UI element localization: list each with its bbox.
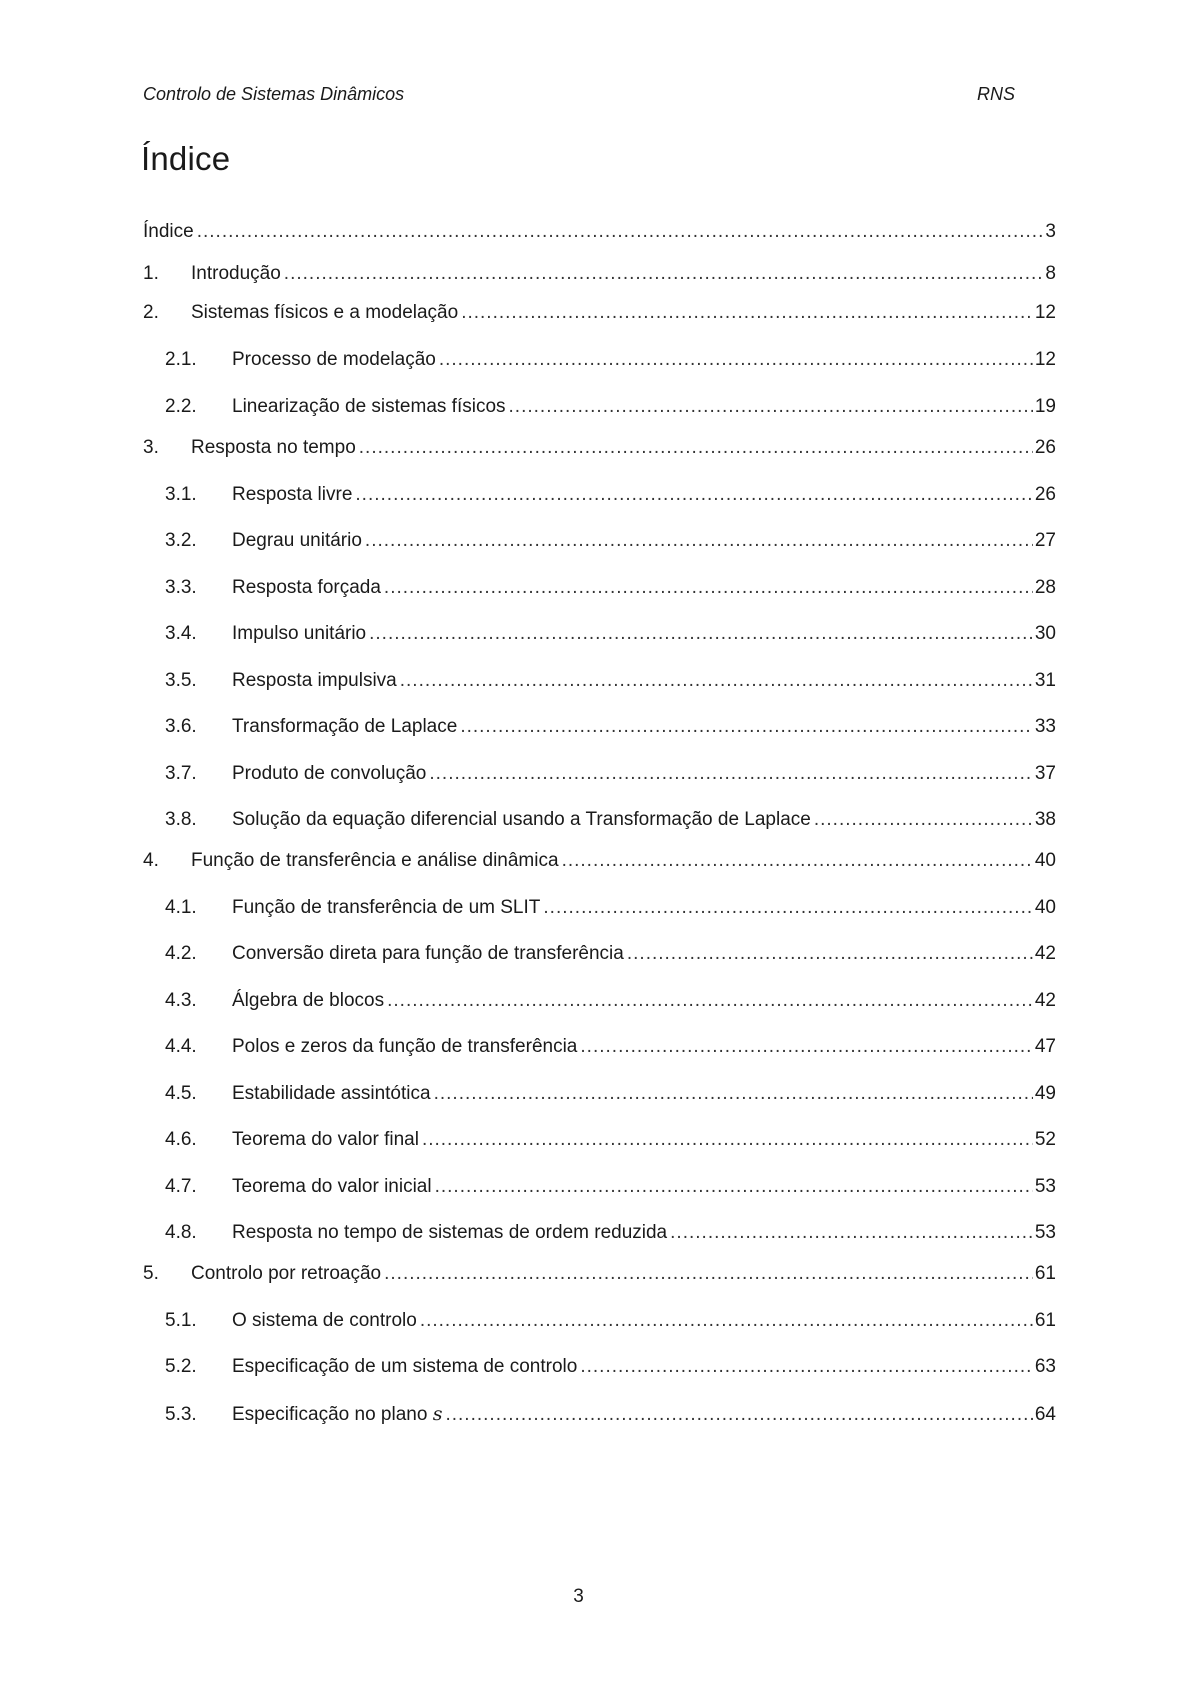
toc-entry[interactable] xyxy=(165,809,1056,835)
toc-entry-page: 52 xyxy=(1034,1129,1056,1150)
toc-entry-label xyxy=(191,1263,381,1285)
toc-entry-number: 4.8. xyxy=(165,1222,197,1243)
running-header xyxy=(143,84,1015,108)
toc-entry[interactable] xyxy=(165,1036,1056,1062)
toc-entry-label xyxy=(232,1083,431,1105)
toc-entry-label-text: Impulso unitário xyxy=(232,623,367,644)
toc-entry-label-text: Conversão direta para função de transferência xyxy=(232,943,624,964)
toc-entry[interactable] xyxy=(143,1263,1056,1289)
toc-entry-label xyxy=(232,990,384,1012)
toc-entry-label-text: Especificação no plano xyxy=(232,1404,428,1425)
toc-entry-label xyxy=(232,1036,577,1058)
toc-entry-number: 5. xyxy=(143,1263,159,1284)
toc-entry-label-text: Controlo por retroação xyxy=(191,1263,382,1284)
toc-entry[interactable] xyxy=(165,623,1056,649)
toc-entry-page: 40 xyxy=(1034,897,1056,918)
toc-entry-page: 47 xyxy=(1034,1036,1056,1057)
toc-entry-label xyxy=(232,577,381,599)
toc-entry-number: 4.2. xyxy=(165,943,197,964)
toc-entry-label xyxy=(191,263,281,285)
toc-entry-label xyxy=(232,396,506,418)
toc-dot-leader xyxy=(460,716,1033,738)
toc-entry[interactable] xyxy=(143,221,1056,247)
toc-entry[interactable] xyxy=(165,349,1056,375)
toc-entry-label-text: Resposta livre xyxy=(232,484,353,505)
toc-entry-label-text: Estabilidade assintótica xyxy=(232,1083,431,1104)
toc-entry-number: 3.1. xyxy=(165,484,197,505)
toc-entry-page: 49 xyxy=(1034,1083,1056,1104)
toc-entry-page: 40 xyxy=(1034,850,1056,871)
toc-entry[interactable] xyxy=(165,396,1056,422)
toc-entry-label-text: Especificação de um sistema de controlo xyxy=(232,1356,578,1377)
toc-entry-label-text: Linearização de sistemas físicos xyxy=(232,396,506,417)
toc-entry-label-text: Função de transferência e análise dinâmica xyxy=(191,850,559,871)
toc-entry-page: 64 xyxy=(1034,1404,1056,1425)
toc-entry-label-text: Produto de convolução xyxy=(232,763,427,784)
toc-entry-label xyxy=(232,623,366,645)
toc-entry-label xyxy=(232,897,540,919)
toc-entry-label xyxy=(232,1222,667,1244)
toc-entry-label xyxy=(232,530,362,552)
toc-entry[interactable] xyxy=(165,670,1056,696)
toc-entry-label xyxy=(232,1310,417,1332)
toc-entry-label xyxy=(232,1129,419,1151)
toc-entry-number: 4. xyxy=(143,850,159,871)
toc-entry[interactable] xyxy=(165,1083,1056,1109)
toc-entry-label-text: Teorema do valor inicial xyxy=(232,1176,432,1197)
toc-dot-leader xyxy=(445,1404,1032,1426)
toc-entry-number: 4.4. xyxy=(165,1036,197,1057)
toc-entry-page: 37 xyxy=(1034,763,1056,784)
toc-dot-leader xyxy=(434,1083,1033,1105)
toc-entry-number: 2.1. xyxy=(165,349,197,370)
toc-entry-number: 4.1. xyxy=(165,897,197,918)
toc-entry-page: 61 xyxy=(1034,1310,1056,1331)
toc-entry-number: 5.1. xyxy=(165,1310,197,1331)
toc-entry-page: 12 xyxy=(1034,349,1056,370)
toc-entry[interactable] xyxy=(143,302,1056,328)
toc-dot-leader xyxy=(435,1176,1033,1198)
toc-entry-page: 42 xyxy=(1034,990,1056,1011)
toc-dot-leader xyxy=(384,1263,1033,1285)
toc-entry-number: 4.5. xyxy=(165,1083,197,1104)
toc-entry-number: 1. xyxy=(143,263,159,284)
toc-entry-page: 26 xyxy=(1034,437,1056,458)
toc-entry-label-text: Sistemas físicos e a modelação xyxy=(191,302,459,323)
toc-entry-label xyxy=(232,943,624,965)
toc-dot-leader xyxy=(627,943,1033,965)
toc-entry-label xyxy=(191,302,458,324)
toc-entry-label-text: Processo de modelação xyxy=(232,349,436,370)
toc-entry-number: 3.5. xyxy=(165,670,197,691)
toc-entry-number: 5.2. xyxy=(165,1356,197,1377)
toc-entry-label-text: Resposta no tempo xyxy=(191,437,356,458)
toc-entry-number: 3. xyxy=(143,437,159,458)
toc-entry-page: 31 xyxy=(1034,670,1056,691)
toc-entry-page: 38 xyxy=(1034,809,1056,830)
toc-entry-number: 5.3. xyxy=(165,1404,197,1425)
toc-entry-label-text: Degrau unitário xyxy=(232,530,362,551)
toc-dot-leader xyxy=(670,1222,1033,1244)
toc-entry-label-text: Função de transferência de um SLIT xyxy=(232,897,541,918)
toc-entry-page: 63 xyxy=(1034,1356,1056,1377)
toc-entry[interactable] xyxy=(143,263,1056,289)
toc-dot-leader xyxy=(580,1356,1033,1378)
toc-entry-label xyxy=(232,716,457,738)
toc-dot-leader xyxy=(359,437,1033,459)
toc-entry-label xyxy=(143,221,194,243)
toc-entry-label xyxy=(232,1176,432,1198)
toc-entry[interactable] xyxy=(143,437,1056,463)
toc-entry-label xyxy=(232,1356,577,1378)
page-title: Índice xyxy=(141,140,231,177)
toc-entry-label-text: Álgebra de blocos xyxy=(232,990,385,1011)
toc-entry-page: 19 xyxy=(1034,396,1056,417)
toc-entry-label-text: Resposta impulsiva xyxy=(232,670,397,691)
toc-entry-label xyxy=(191,850,559,872)
toc-entry-label-text: Teorema do valor final xyxy=(232,1129,419,1150)
toc-entry-label-text: Solução da equação diferencial usando a Transformação de Laplace xyxy=(232,809,811,830)
toc-dot-leader xyxy=(420,1310,1033,1332)
toc-entry-page: 12 xyxy=(1034,302,1056,323)
toc-entry-page: 26 xyxy=(1034,484,1056,505)
toc-entry-page: 27 xyxy=(1034,530,1056,551)
toc-entry[interactable] xyxy=(165,484,1056,510)
toc-entry-label-text: Índice xyxy=(143,221,194,242)
toc-entry-page: 53 xyxy=(1034,1176,1056,1197)
toc-dot-leader xyxy=(365,530,1033,552)
toc-entry[interactable] xyxy=(165,1403,1056,1429)
toc-dot-leader xyxy=(284,263,1044,285)
toc-entry[interactable] xyxy=(143,850,1056,876)
toc-entry[interactable] xyxy=(165,1176,1056,1202)
toc-dot-leader xyxy=(384,577,1033,599)
toc-dot-leader xyxy=(429,763,1032,785)
toc-entry-page: 33 xyxy=(1034,716,1056,737)
toc-entry-label-text: Resposta forçada xyxy=(232,577,381,598)
toc-entry[interactable] xyxy=(165,943,1056,969)
toc-entry-number: 4.3. xyxy=(165,990,197,1011)
toc-dot-leader xyxy=(422,1129,1033,1151)
toc-entry[interactable] xyxy=(165,990,1056,1016)
toc-entry-page: 28 xyxy=(1034,577,1056,598)
toc-dot-leader xyxy=(387,990,1033,1012)
toc-entry-page: 3 xyxy=(1045,221,1056,242)
toc-dot-leader xyxy=(197,221,1044,243)
toc-dot-leader xyxy=(461,302,1033,324)
toc-entry-page: 30 xyxy=(1034,623,1056,644)
toc-entry-label xyxy=(232,763,426,785)
header-document-title: Controlo de Sistemas Dinâmicos xyxy=(143,84,405,104)
toc-entry[interactable] xyxy=(165,897,1056,923)
toc-entry-label xyxy=(232,670,397,692)
toc-dot-leader xyxy=(543,897,1032,919)
toc-entry[interactable] xyxy=(165,1129,1056,1155)
toc-dot-leader xyxy=(439,349,1033,371)
toc-dot-leader xyxy=(509,396,1033,418)
toc-entry-number: 3.2. xyxy=(165,530,197,551)
toc-entry-label-text: Polos e zeros da função de transferência xyxy=(232,1036,578,1057)
toc-entry-label xyxy=(232,809,811,831)
toc-entry-page: 8 xyxy=(1045,263,1056,284)
toc-entry-label-text: Transformação de Laplace xyxy=(232,716,458,737)
toc-entry[interactable] xyxy=(165,1356,1056,1382)
toc-entry-label xyxy=(232,1403,442,1426)
toc-dot-leader xyxy=(400,670,1033,692)
toc-entry-number: 3.8. xyxy=(165,809,197,830)
toc-entry-page: 53 xyxy=(1034,1222,1056,1243)
toc-entry[interactable] xyxy=(165,1310,1056,1336)
toc-entry-label xyxy=(191,437,356,459)
toc-entry-label-text: O sistema de controlo xyxy=(232,1310,417,1331)
toc-entry-number: 3.7. xyxy=(165,763,197,784)
toc-entry-page: 42 xyxy=(1034,943,1056,964)
toc-entry-number: 3.4. xyxy=(165,623,197,644)
toc-entry[interactable] xyxy=(165,1222,1056,1248)
toc-entry-label xyxy=(232,349,436,371)
toc-entry-number: 4.6. xyxy=(165,1129,197,1150)
toc-entry[interactable] xyxy=(165,763,1056,789)
header-author-initials: RNS xyxy=(976,84,1015,104)
toc-dot-leader xyxy=(369,623,1033,645)
toc-entry-label xyxy=(232,484,352,506)
toc-entry-label-text: Resposta no tempo de sistemas de ordem reduzida xyxy=(232,1222,668,1243)
toc-dot-leader xyxy=(814,809,1033,831)
toc-entry-label-text: Introdução xyxy=(191,263,281,284)
toc-entry-number: 3.6. xyxy=(165,716,197,737)
toc-dot-leader xyxy=(562,850,1033,872)
toc-dot-leader xyxy=(580,1036,1032,1058)
toc-entry-math-symbol: s xyxy=(432,1403,443,1425)
toc-entry-page: 61 xyxy=(1034,1263,1056,1284)
toc-entry[interactable] xyxy=(165,530,1056,556)
toc-entry-number: 2.2. xyxy=(165,396,197,417)
page-number: 3 xyxy=(573,1586,584,1607)
toc-entry[interactable] xyxy=(165,716,1056,742)
toc-dot-leader xyxy=(355,484,1032,506)
toc-entry-number: 3.3. xyxy=(165,577,197,598)
toc-entry-number: 4.7. xyxy=(165,1176,197,1197)
toc-entry[interactable] xyxy=(165,577,1056,603)
toc-entry-number: 2. xyxy=(143,302,159,323)
